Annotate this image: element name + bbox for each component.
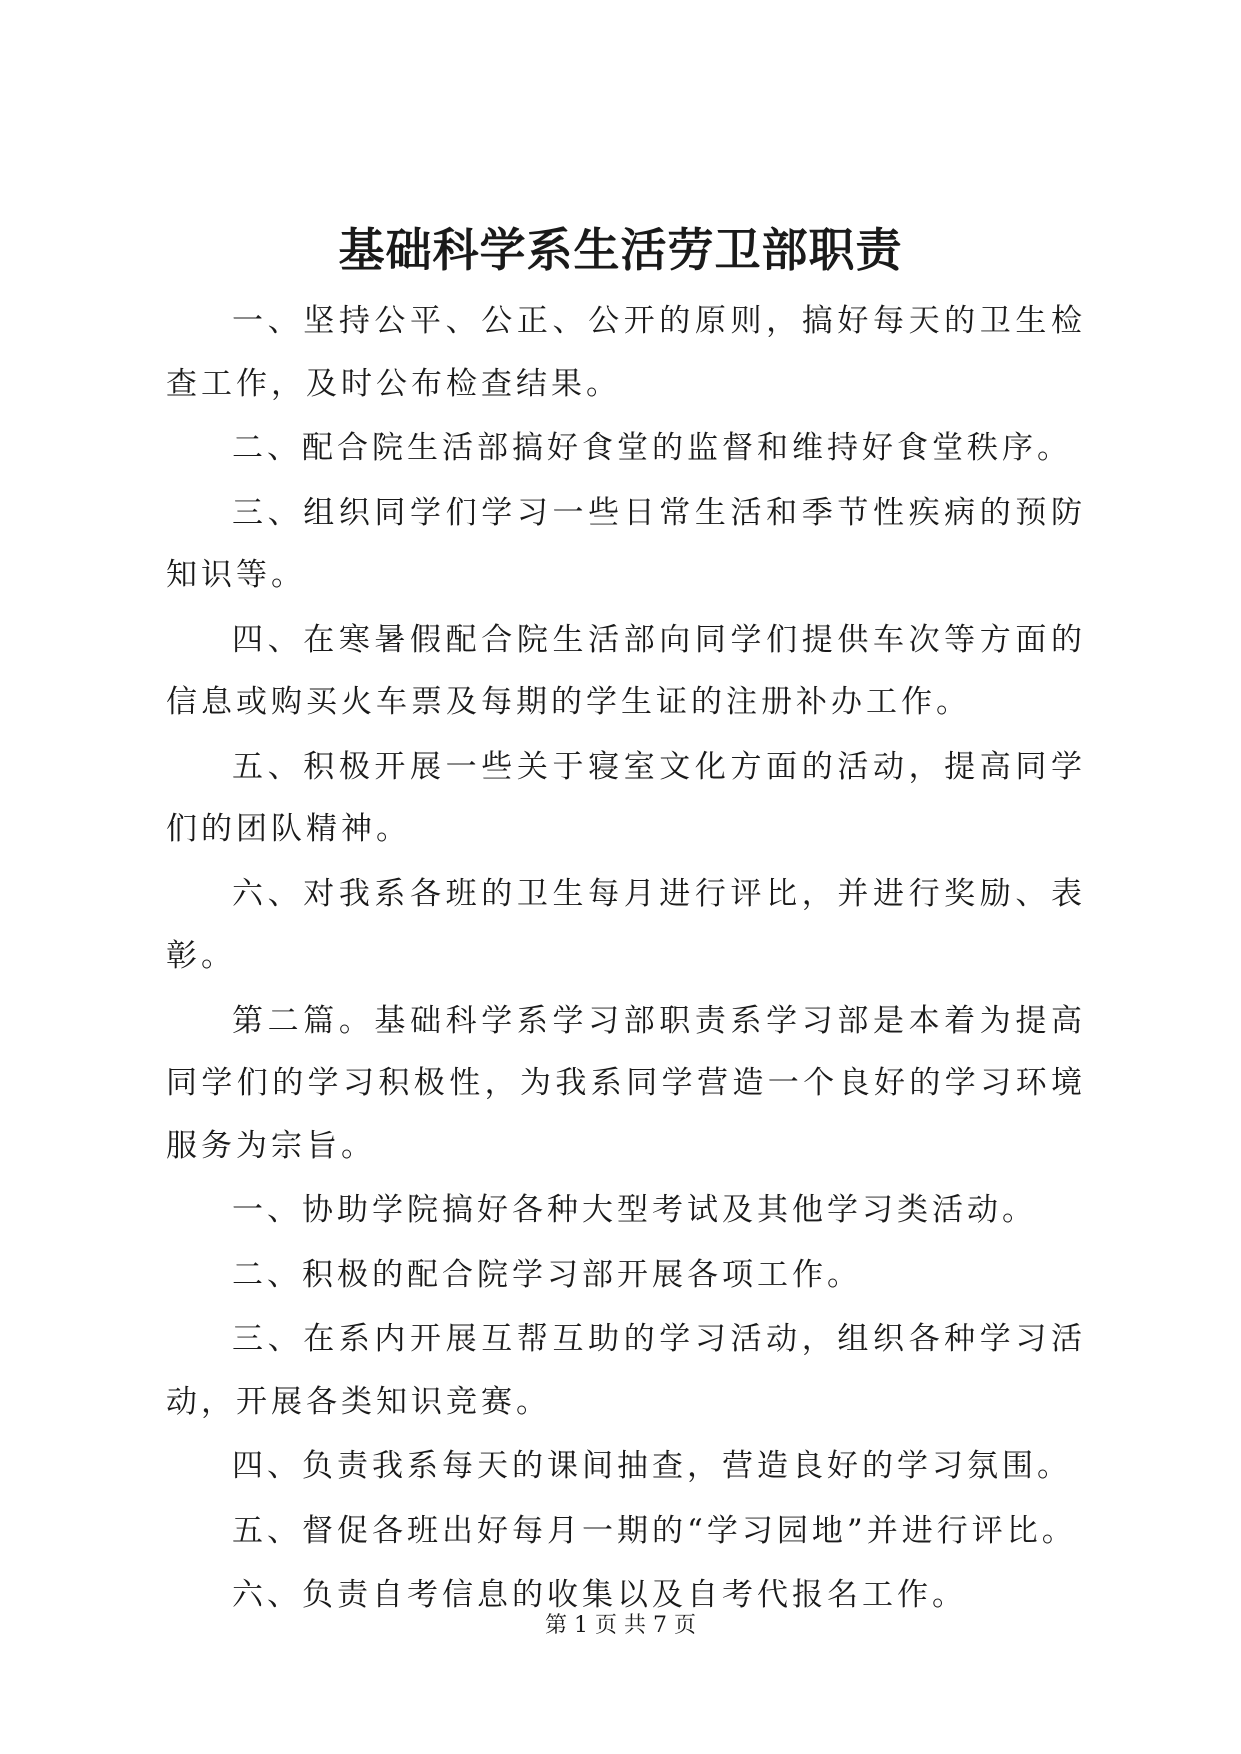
page-footer: 第 1 页 共 7 页 (545, 1613, 696, 1638)
paragraph-4: 四、在寒暑假配合院生活部向同学们提供车次等方面的信息或购买火车票及每期的学生证的注册补办工作。 (166, 621, 1086, 720)
paragraph-10: 三、在系内开展互帮互助的学习活动，组织各种学习活动，开展各类知识竞赛。 (166, 1321, 1086, 1420)
paragraph-5: 五、积极开展一些关于寝室文化方面的活动，提高同学们的团队精神。 (166, 748, 1086, 847)
paragraph-3: 三、组织同学们学习一些日常生活和季节性疾病的预防知识等。 (166, 494, 1086, 593)
paragraph-11: 四、负责我系每天的课间抽查，营造良好的学习氛围。 (232, 1448, 1072, 1484)
paragraph-2: 二、配合院生活部搞好食堂的监督和维持好食堂秩序。 (232, 430, 1072, 466)
paragraph-7: 第二篇。基础科学系学习部职责系学习部是本着为提高同学们的学习积极性，为我系同学营造一个良好的学习环境服务为宗旨。 (166, 1002, 1086, 1164)
page-title: 基础科学系生活劳卫部职责 (338, 223, 903, 277)
paragraph-13: 六、负责自考信息的收集以及自考代报名工作。 (232, 1577, 967, 1613)
paragraph-12: 五、督促各班出好每月一期的“学习园地”并进行评比。 (232, 1512, 1077, 1549)
paragraph-1: 一、坚持公平、公正、公开的原则，搞好每天的卫生检查工作，及时公布检查结果。 (166, 303, 1086, 402)
paragraph-8: 一、协助学院搞好各种大型考试及其他学习类活动。 (232, 1192, 1037, 1228)
paragraph-6: 六、对我系各班的卫生每月进行评比，并进行奖励、表彰。 (166, 875, 1086, 974)
paragraph-9: 二、积极的配合院学习部开展各项工作。 (232, 1256, 862, 1293)
document-body (166, 290, 1086, 1629)
